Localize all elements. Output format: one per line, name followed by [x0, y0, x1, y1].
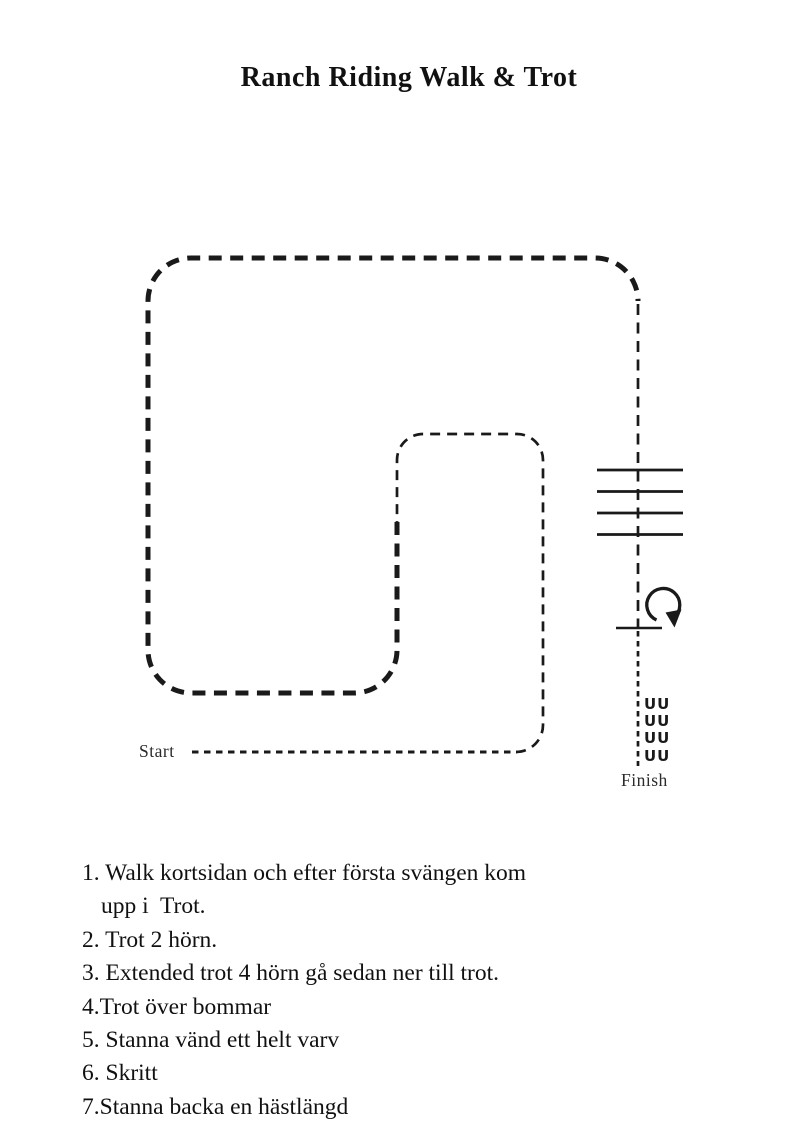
- horseshoe-row: UU: [644, 695, 671, 713]
- instruction-5: 5. Stanna vänd ett helt varv: [82, 1027, 340, 1054]
- extended-trot-path: [148, 258, 638, 693]
- instruction-4: 4.Trot över bommar: [82, 993, 272, 1020]
- horseshoe-row: UU: [644, 746, 671, 765]
- instruction-1-continued: upp i Trot.: [101, 893, 206, 920]
- start-label: Start: [139, 741, 175, 761]
- horseshoe-row: UU: [644, 729, 671, 748]
- spin-turn-icon: [647, 588, 682, 627]
- instruction-list: [82, 857, 722, 1124]
- instruction-6: 6. Skritt: [82, 1060, 158, 1087]
- instruction-7: 7.Stanna backa en hästlängd: [82, 1093, 349, 1120]
- trot-poles: [597, 470, 683, 535]
- page-title: Ranch Riding Walk & Trot: [240, 62, 578, 93]
- instruction-2: 2. Trot 2 hörn.: [82, 926, 218, 953]
- instruction-3: 3. Extended trot 4 hörn gå sedan ner till trot.: [82, 960, 500, 987]
- backup-horseshoe-marks: [644, 696, 670, 765]
- trot-inner-path: [397, 434, 543, 752]
- instruction-1: 1. Walk kortsidan och efter första svängen kom: [82, 860, 527, 886]
- finish-label: Finish: [621, 770, 668, 790]
- horseshoe-row: UU: [644, 712, 671, 731]
